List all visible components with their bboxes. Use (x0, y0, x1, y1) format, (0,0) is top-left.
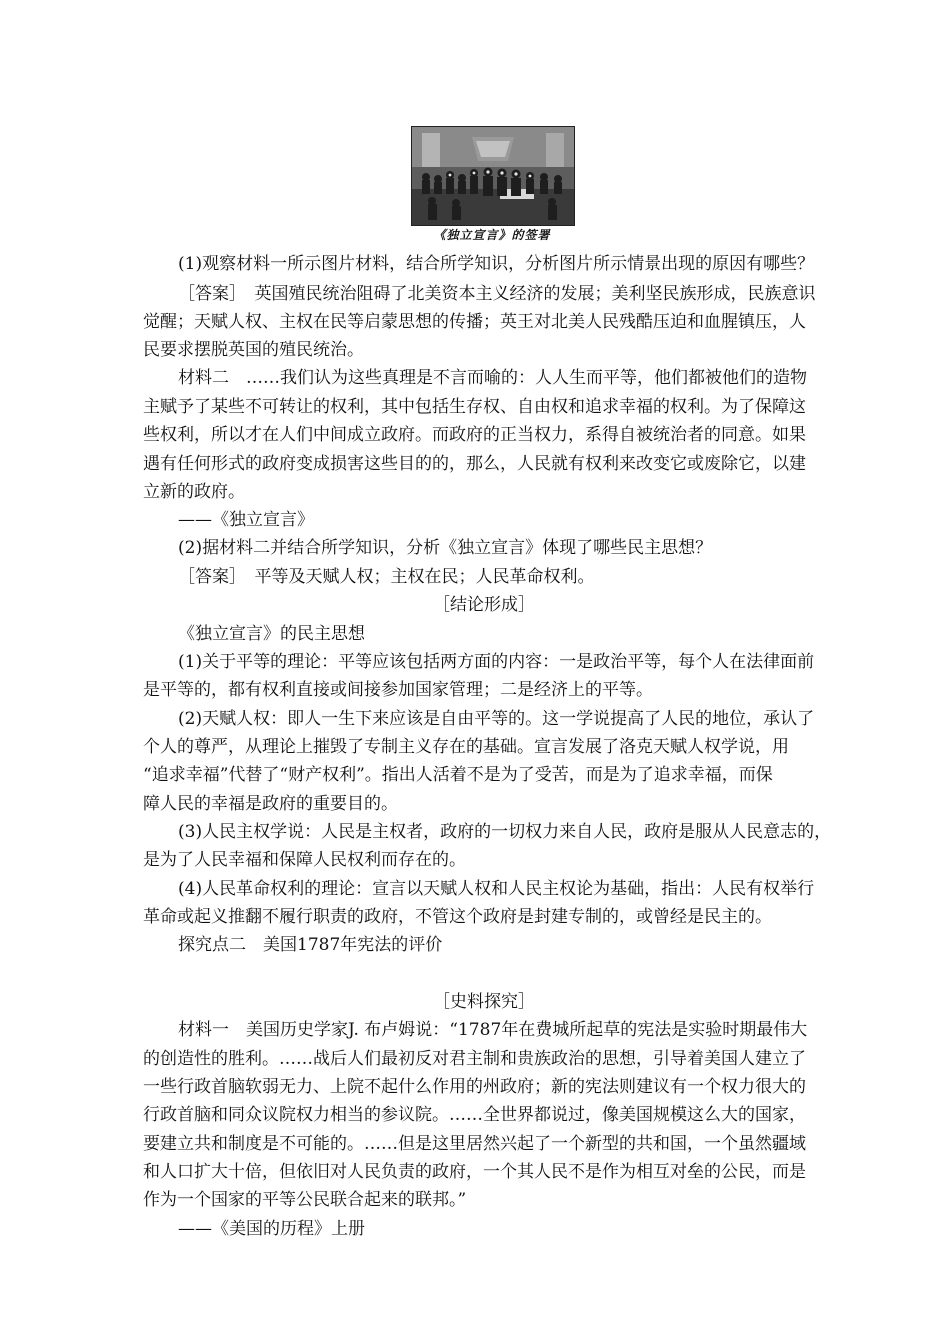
material-1-line-3: 一些行政首脑软弱无力、上院不起什么作用的州政府；新的宪法则建议有一个权力很大的 (143, 1077, 806, 1097)
material-2-line-3: 些权利，所以才在人们中间成立政府。而政府的正当权力，系得自被统治者的同意。如果 (143, 425, 806, 445)
material-2-line-4: 遇有任何形式的政府变成损害这些目的的，那么，人民就有权利来改变它或废除它，以建 (143, 454, 806, 474)
point-1-line-1: (1)关于平等的理论：平等应该包括两方面的内容：一是政治平等，每个人在法律面前 (178, 652, 815, 672)
declaration-signing-painting (411, 126, 575, 226)
material-2-line-1: 材料二 ……我们认为这些真理是不言而喻的：人人生而平等，他们都被他们的造物 (178, 368, 807, 388)
painting-image (412, 127, 574, 225)
question-1: (1)观察材料一所示图片材料，结合所学知识，分析图片所示情景出现的原因有哪些？ (178, 254, 815, 274)
material-1-line-7: 作为一个国家的平等公民联合起来的联邦。” (143, 1190, 467, 1210)
point-2-line-2: 个人的尊严，从理论上摧毁了专制主义存在的基础。宣言发展了洛克天赋人权学说，用 (143, 737, 789, 757)
material-2-source: ——《独立宣言》 (178, 510, 314, 530)
answer-1-line-2: 觉醒；天赋人权、主权在民等启蒙思想的传播；英王对北美人民残酷压迫和血腥镇压，人 (143, 312, 806, 332)
answer-1-line-1: ［答案］ 英国殖民统治阻碍了北美资本主义经济的发展；美利坚民族形成，民族意识 (178, 284, 816, 304)
material-1-line-1: 材料一 美国历史学家J. 布卢姆说：“1787年在费城所起草的宪法是实验时期最伟大 (178, 1020, 808, 1040)
point-1-line-2: 是平等的，都有权利直接或间接参加国家管理；二是经济上的平等。 (143, 680, 653, 700)
section-heading-sources: ［史料探究］ (433, 992, 535, 1012)
material-1-line-4: 行政首脑和同众议院权力相当的参议院。……全世界都说过，像美国规模这么大的国家， (143, 1105, 806, 1125)
material-1-line-2: 的创造性的胜利。……战后人们最初反对君主制和贵族政治的思想，引导着美国人建立了 (143, 1049, 806, 1069)
answer-2: ［答案］ 平等及天赋人权；主权在民；人民革命权利。 (178, 567, 595, 587)
point-4-line-1: (4)人民革命权利的理论：宣言以天赋人权和人民主权论为基础，指出：人民有权举行 (178, 879, 815, 899)
point-2-line-3: “追求幸福”代替了“财产权利”。指出人活着不是为了受苦，而是为了追求幸福，而保 (143, 765, 773, 785)
point-2-line-4: 障人民的幸福是政府的重要目的。 (143, 794, 398, 814)
material-1-line-5: 要建立共和制度是不可能的。……但是这里居然兴起了一个新型的共和国，一个虽然疆域 (143, 1134, 806, 1154)
question-2: (2)据材料二并结合所学知识，分析《独立宣言》体现了哪些民主思想？ (178, 538, 713, 558)
point-3-line-2: 是为了人民幸福和保障人民权利而存在的。 (143, 850, 466, 870)
material-1-source: ——《美国的历程》上册 (178, 1219, 365, 1239)
answer-1-line-3: 民要求摆脱英国的殖民统治。 (143, 340, 364, 360)
point-4-line-2: 革命或起义推翻不履行职责的政府，不管这个政府是封建专制的，或曾经是民主的。 (143, 907, 772, 927)
inquiry-point-2: 探究点二 美国1787年宪法的评价 (178, 935, 443, 955)
material-2-line-2: 主赋予了某些不可转让的权利，其中包括生存权、自由权和追求幸福的权利。为了保障这 (143, 397, 806, 417)
material-2-line-5: 立新的政府。 (143, 482, 245, 502)
figure-caption: 《独立宣言》的签署 (433, 228, 551, 242)
point-2-line-1: (2)天赋人权：即人一生下来应该是自由平等的。这一学说提高了人民的地位，承认了 (178, 709, 815, 729)
section-heading-conclusion: ［结论形成］ (433, 595, 535, 615)
material-1-line-6: 和人口扩大十倍，但依旧对人民负责的政府，一个其人民不是作为相互对垒的公民，而是 (143, 1162, 806, 1182)
point-3-line-1: (3)人民主权学说：人民是主权者，政府的一切权力来自人民，政府是服从人民意志的， (178, 822, 832, 842)
conclusion-title: 《独立宣言》的民主思想 (178, 624, 365, 644)
